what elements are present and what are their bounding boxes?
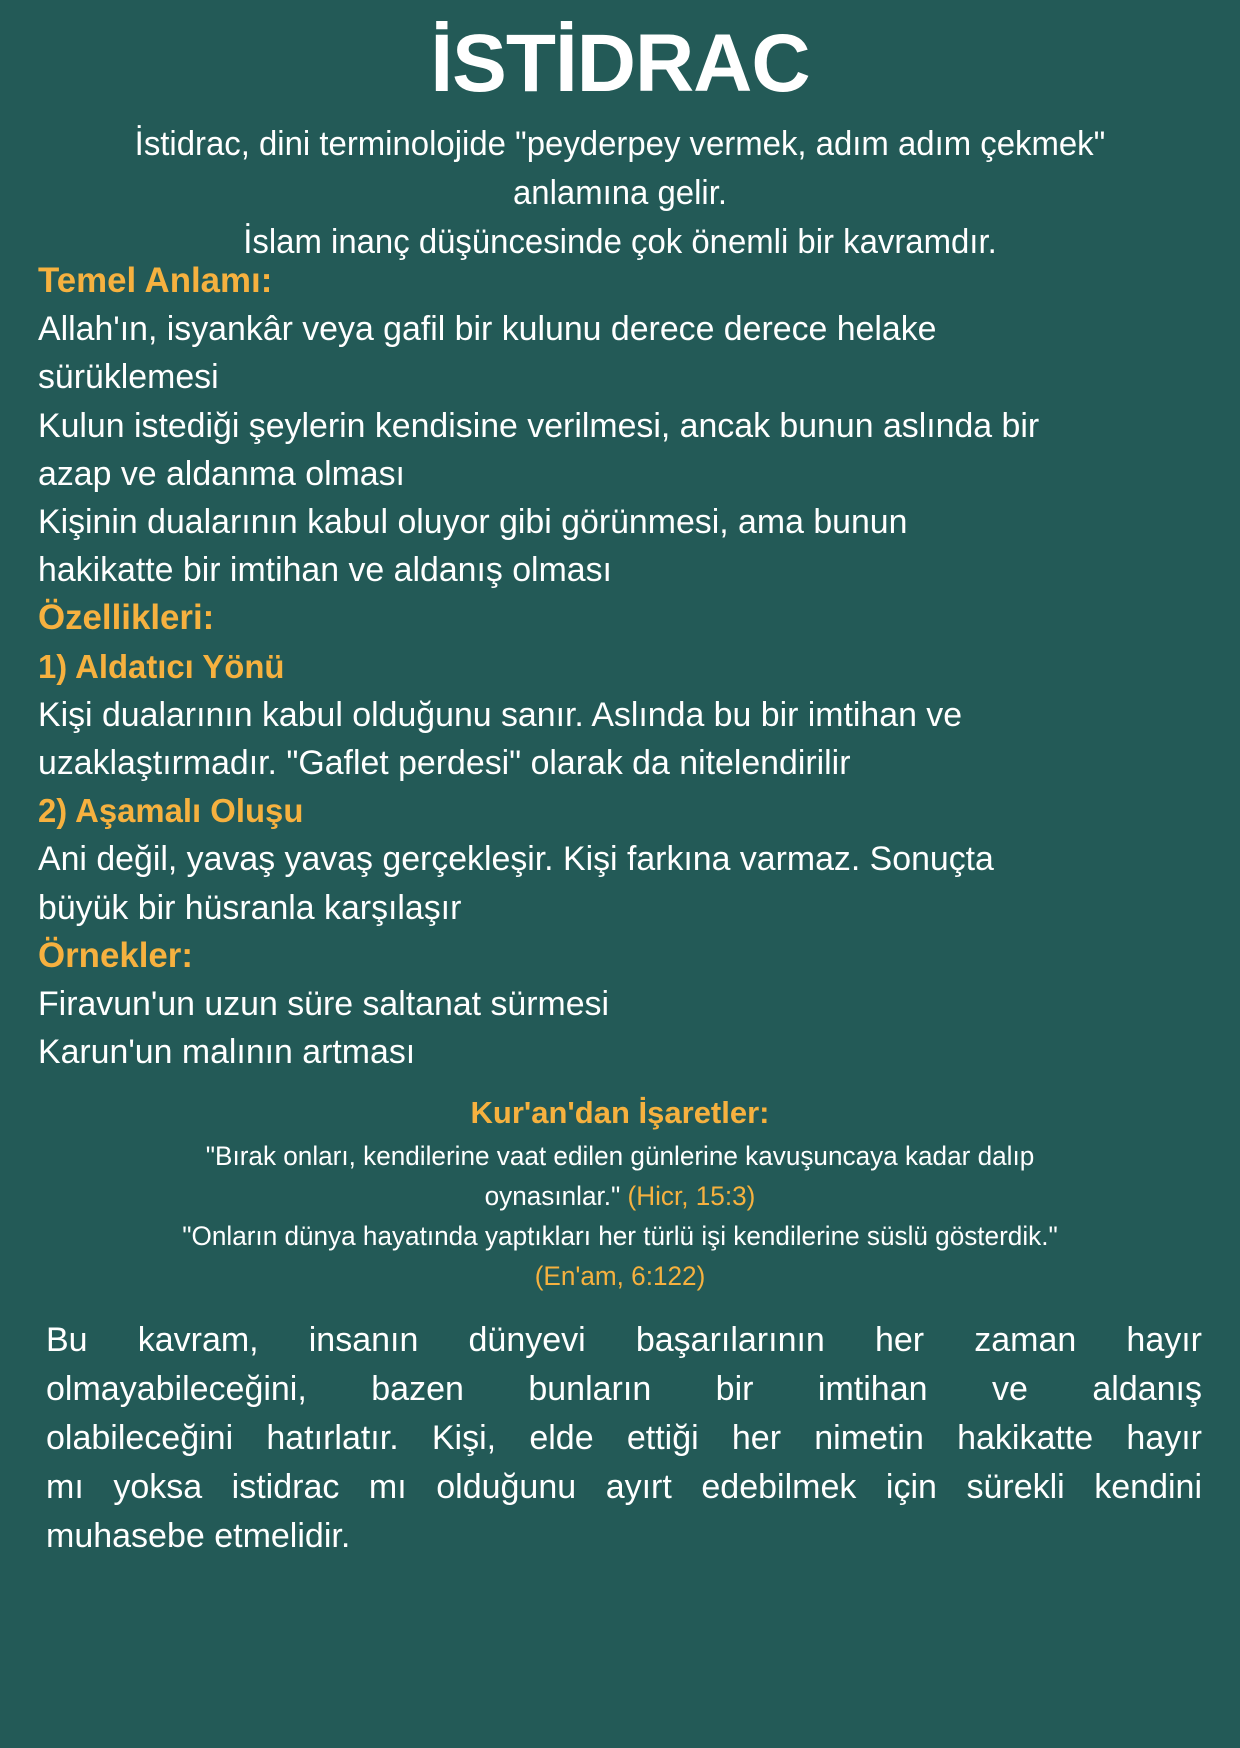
text-line: azap ve aldanma olması xyxy=(38,454,405,493)
intro xyxy=(0,120,1240,267)
text-line: Kulun istediği şeylerin kendisine verilmesi, ancak bunun aslında bir xyxy=(38,406,1040,445)
text-line: Ani değil, yavaş yavaş gerçekleşir. Kişi farkına varmaz. Sonuçta xyxy=(38,840,994,879)
heading-temel-anlami: Temel Anlamı: xyxy=(38,261,273,300)
content-body xyxy=(38,257,1208,1076)
intro-line: İstidrac, dini terminolojide "peyderpey vermek, adım adım çekmek" xyxy=(134,125,1106,163)
quote-reference: (Hicr, 15:3) xyxy=(627,1181,756,1211)
conclusion-line: Bu kavram, insanın dünyevi başarılarının her zaman hayır xyxy=(46,1321,1202,1359)
heading-quran: Kur'an'dan İşaretler: xyxy=(470,1095,770,1130)
conclusion-line: mı yoksa istidrac mı olduğunu ayırt edebilmek için sürekli kendini xyxy=(46,1468,1202,1506)
conclusion-line: muhasebe etmelidir. xyxy=(46,1517,351,1555)
heading-ornekler: Örnekler: xyxy=(38,935,193,975)
intro-line: anlamına gelir. xyxy=(512,174,727,212)
conclusion-line: olmayabileceğini, bazen bunların bir imtihan ve aldanış xyxy=(46,1370,1202,1408)
text-line: hakikatte bir imtihan ve aldanış olması xyxy=(38,551,612,590)
text-line: Allah'ın, isyankâr veya gafil bir kulunu derece derece helake xyxy=(38,310,937,349)
text-line: uzaklaştırmadır. "Gaflet perdesi" olarak da nitelendirilir xyxy=(38,744,851,783)
text-line: Kişi dualarının kabul olduğunu sanır. Aslında bu bir imtihan ve xyxy=(38,695,963,734)
page-title: İSTİDRAC xyxy=(430,18,810,109)
text-line: Kişinin dualarının kabul oluyor gibi görünmesi, ama bunun xyxy=(38,503,908,542)
quote-line: "Onların dünya hayatında yaptıkları her türlü işi kendilerine süslü gösterdik." xyxy=(182,1221,1058,1251)
quran-references xyxy=(0,1090,1240,1296)
quote-line: "Bırak onları, kendilerine vaat edilen günlerine kavuşuncaya kadar dalıp xyxy=(205,1141,1035,1171)
heading-ozellikleri: Özellikleri: xyxy=(38,598,215,638)
text-line: büyük bir hüsranla karşılaşır xyxy=(38,888,462,927)
text-line: Karun'un malının artması xyxy=(38,1033,416,1072)
quote-line xyxy=(20,1176,1220,1216)
conclusion-line: olabileceğini hatırlatır. Kişi, elde ettiği her nimetin hakikatte hayır xyxy=(46,1419,1202,1457)
quote-reference: (En'am, 6:122) xyxy=(534,1261,706,1291)
text-line: sürüklemesi xyxy=(38,358,219,397)
text-line: Firavun'un uzun süre saltanat sürmesi xyxy=(38,985,609,1024)
subheading-aldatici-yonu: 1) Aldatıcı Yönü xyxy=(38,647,285,685)
intro-line: İslam inanç düşüncesinde çok önemli bir kavramdır. xyxy=(243,223,997,261)
subheading-asamali-olusu: 2) Aşamalı Oluşu xyxy=(38,792,304,830)
quote-text: oynasınlar." xyxy=(484,1181,621,1211)
conclusion-paragraph xyxy=(46,1316,1202,1561)
